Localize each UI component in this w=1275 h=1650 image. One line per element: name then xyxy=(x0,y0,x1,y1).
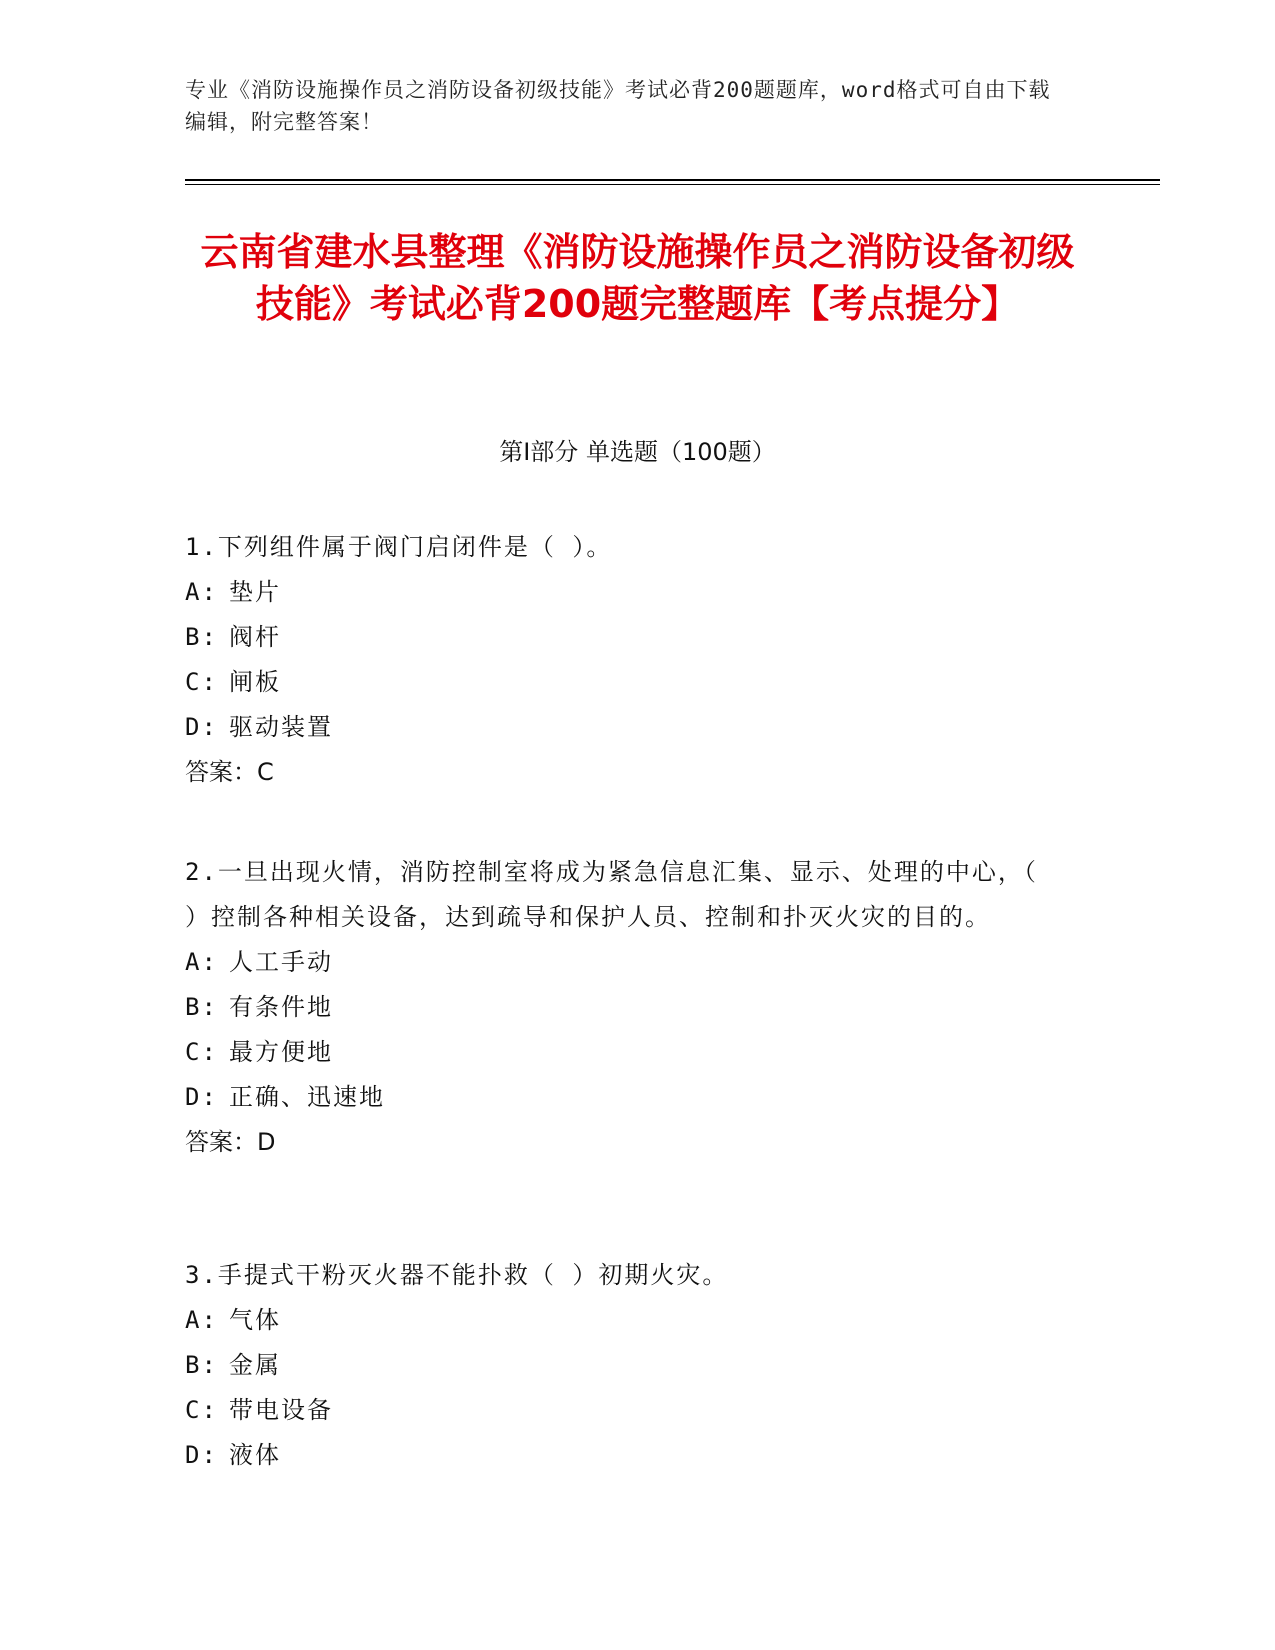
option-text: 液体 xyxy=(229,1441,281,1469)
option-text: 金属 xyxy=(229,1351,281,1379)
answer-text: 答案：D xyxy=(185,1128,276,1156)
question-stem: 1.下列组件属于阀门启闭件是（ ）。 xyxy=(185,533,613,561)
option-letter: A: xyxy=(185,1306,218,1334)
intro-text: 专业《消防设施操作员之消防设备初级技能》考试必背200题题库，word格式可自由下载编辑，附完整答案！ xyxy=(185,78,1051,134)
option-letter: A: xyxy=(185,948,218,976)
option-text: 正确、迅速地 xyxy=(229,1083,385,1111)
option-c xyxy=(185,660,1065,705)
question-item xyxy=(185,1253,1065,1478)
option-letter: C: xyxy=(185,1396,218,1424)
option-letter: B: xyxy=(185,623,218,651)
option-a xyxy=(185,570,1065,615)
header-divider-thin xyxy=(185,184,1160,185)
option-text: 闸板 xyxy=(229,668,281,696)
option-c xyxy=(185,1388,1065,1433)
option-a xyxy=(185,1298,1065,1343)
document-title: 云南省建水县整理《消防设施操作员之消防设备初级技能》考试必背200题完整题库【考点提分】 xyxy=(200,230,1075,326)
option-b xyxy=(185,985,1065,1030)
option-b xyxy=(185,615,1065,660)
option-c xyxy=(185,1030,1065,1075)
option-a xyxy=(185,940,1065,985)
option-d xyxy=(185,705,1065,750)
option-d xyxy=(185,1433,1065,1478)
option-letter: D: xyxy=(185,1441,218,1469)
option-d xyxy=(185,1075,1065,1120)
option-letter: C: xyxy=(185,1038,218,1066)
option-b xyxy=(185,1343,1065,1388)
option-text: 气体 xyxy=(229,1306,281,1334)
question-stem: 2.一旦出现火情，消防控制室将成为紧急信息汇集、显示、处理的中心，（ ）控制各种相关设备，达到疏导和保护人员、控制和扑灭火灾的目的。 xyxy=(185,858,1038,931)
option-text: 驱动装置 xyxy=(229,713,333,741)
option-text: 阀杆 xyxy=(229,623,281,651)
section-heading: 第I部分 单选题（100题） xyxy=(499,438,776,466)
option-text: 有条件地 xyxy=(229,993,333,1021)
option-letter: C: xyxy=(185,668,218,696)
option-letter: D: xyxy=(185,713,218,741)
answer-text: 答案：C xyxy=(185,758,274,786)
option-letter: B: xyxy=(185,1351,218,1379)
header-divider-thick xyxy=(185,179,1160,181)
option-letter: A: xyxy=(185,578,218,606)
option-letter: D: xyxy=(185,1083,218,1111)
option-text: 垫片 xyxy=(229,578,281,606)
question-item xyxy=(185,525,1065,795)
option-text: 带电设备 xyxy=(229,1396,333,1424)
option-text: 人工手动 xyxy=(229,948,333,976)
question-stem: 3.手提式干粉灭火器不能扑救（ ）初期火灾。 xyxy=(185,1261,729,1289)
option-letter: B: xyxy=(185,993,218,1021)
option-text: 最方便地 xyxy=(229,1038,333,1066)
question-item xyxy=(185,850,1065,1165)
